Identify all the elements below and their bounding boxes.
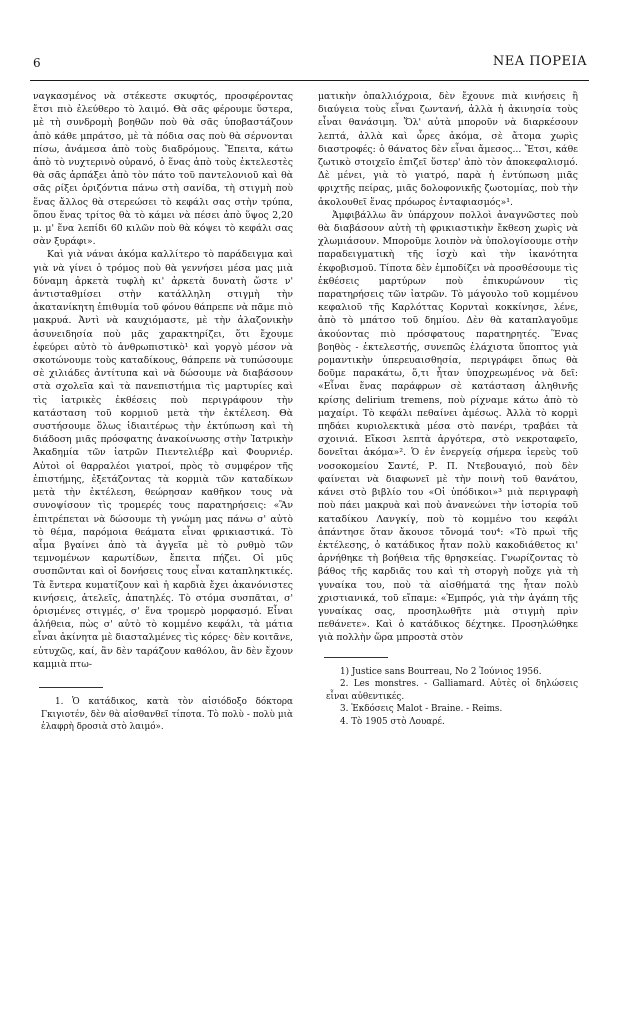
left-column xyxy=(33,90,293,734)
journal-title: ΝΕΑ ΠΟΡΕΙΑ xyxy=(492,54,587,69)
footnote-rule xyxy=(324,657,388,658)
footnote-rule xyxy=(39,687,103,688)
page-number: 6 xyxy=(33,56,41,70)
footnote: 2. Les monstres. - Galliamard. Αὐτὲς οἱ δηλώσεις εἶναι αὐθεντικές. xyxy=(326,679,578,702)
paragraph: Ἀμφιβάλλω ἂν ὑπάρχουν πολλοὶ ἀναγνῶστες ποὺ θὰ διαβάσουν αὐτὴ τὴ φρικιαστικὴν ἔκθεση χωρὶς νὰ χλωμιάσουν. Μποροῦμε λοιπὸν νὰ ὑπολογίσουμε στὴν παραδειγματικὴ τῆς ἰσχὺ καὶ τὴν ἱκανότητα ἐκφοβισμοῦ. Τίποτα δὲν ἐμποδίζει νὰ προσθέσουμε τὶς ἐκθέσεις μαρτύρων ποὺ ἐπικυρώνουν τὶς παρατηρήσεις τῶν ἰατρῶν. Τὸ μάγουλο τοῦ κομμένου κεφαλιοῦ τῆς Καρλόττας Κορνταὶ κοκκίνησε, λένε, ἀπὸ τὸ μπάτσο τοῦ δημίου. Δὲν θὰ καταπλαγοῦμε ἀκούοντας πιὸ πρόσφατους παρατηρητές. Ἕνας βοηθὸς - ἐκτελεστής, συνεπῶς ἐλάχιστα ὕποπτος γιὰ ρομαντικὴν ὑπερευαισθησία, περιγράφει ὅπως θὰ δοῦμε παρακάτω, ὅ,τι ἦταν ὑποχρεωμένος νὰ δεῖ: «Εἶναι ἕνας παράφρων σὲ κατάσταση ἀληθινῆς κρίσης delirium tremens, ποὺ ρίχναμε κάτω ἀπὸ τὸ μαχαίρι. Τὸ κεφάλι πεθαίνει ἀμέσως. Ἀλλὰ τὸ κορμὶ πηδάει κυριολεκτικὰ μέσα στὸ πανέρι, τραβάει τὰ σχοινιά. Εἴκοσι λεπτὰ ἀργότερα, στὸ νεκροταφεῖο, δονεῖται ἀκόμα»². Ὁ ἐν ἐνεργείᾳ σήμερα ἱερεὺς τοῦ νοσοκομείου Σαντέ, Ρ. Π. Ντεβουαγιό, ποὺ δὲν φαίνεται νὰ διαφωνεῖ μὲ τὴν ποινὴ τοῦ θανάτου, κάνει στὸ βιβλίο του «Οἱ ὑπόδικοι»³ μιὰ περιγραφὴ ποὺ πάει μακρυὰ καὶ ποὺ ἀνανεώνει τὴν ἱστορία τοῦ καταδίκου Λανγκίγ, ποὺ τὸ κομμένο του κεφάλι ἀπάντησε ὅταν ἄκουσε τὄνομά του⁴: «Τὸ πρωὶ τῆς ἐκτέλεσης, ὁ κατάδικος ἦταν πολὺ κακοδιάθετος κι' ἀρνήθηκε τὴ βοήθεια τῆς θρησκείας. Γνωρίζοντας τὸ βάθος τῆς καρδιᾶς του καὶ τὴ στοργὴ ποὔχε γιὰ τὴ γυναίκα του, ποὺ τὰ αἰσθήματά της ἦταν πολὺ χριστιανικά, τοῦ εἴπαμε: «Ἐμπρός, γιὰ τὴν ἀγάπη τῆς γυναίκας σας, προσηλωθῆτε μιὰ στιγμὴ πρὶν πεθάνετε». Καὶ ὁ κατάδικος δέχτηκε. Προσηλώθηκε γιὰ πολλὴν ὥρα μπροστὰ στὸν xyxy=(318,209,578,644)
header-rule xyxy=(30,80,589,81)
paragraph: ναγκασμένος νὰ στέκεστε σκυφτός, προσφέροντας ἔτσι πιὸ ἐλεύθερο τὸ λαιμό. Θὰ σᾶς φέρουμε ὕστερα, μὲ τὴ συνδρομὴ βοηθῶν ποὺ θὰ σᾶς ὑποβαστάζουν ἀπὸ κάθε μπράτσο, μὲ τὰ πόδια σας ποὺ θὰ σέρνονται πίσω, ἀνάμεσα ἀπὸ τοὺς διαδρόμους. Ἔπειτα, κάτω ἀπὸ τὸ νυχτερινὸ οὐρανό, ὁ ἕνας ἀπὸ τοὺς ἐκτελεστὲς θὰ σᾶς ἁρπάξει ἀπὸ τὸν πάτο τοῦ παντελονιοῦ καὶ θὰ σᾶς ρίξει ὁριζόντια πάνω στὴ σανίδα, τὴ στιγμὴ ποὺ ἕνας ἄλλος θὰ στερεώσει τὸ κεφάλι σας στὴν τρύπα, ὅπου ἕνας τρίτος θὰ τὸ κάμει νὰ πέσει ἀπὸ ὕψος 2,20 μ. μ' ἕνα λεπίδι 60 κιλῶν ποὺ θὰ κόψει τὸ κεφάλι σας σὰν ξυράφι». xyxy=(33,91,293,248)
footnote: 1. Ὁ κατάδικος, κατὰ τὸν αἰσιόδοξο δόκτορα Γκιγιοτέν, δὲν θὰ αἰσθανθεῖ τίποτα. Τὸ πολὺ - πολὺ μιὰ ἐλαφρὴ δροσιὰ στὸ λαιμό». xyxy=(41,696,293,733)
footnote: 4. Τὸ 1905 στὸ Λουαρέ. xyxy=(340,716,445,727)
paragraph: ματικὴν ὀπαλλιόχροια, δὲν ἔχουνε πιὰ κινήσεις ἢ διαύγεια τοὺς εἶναι ζωντανή, ἀλλὰ ἡ ἀκινησία τοὺς εἶναι θανάσιμη. Ὅλ' αὐτὰ μποροῦν νὰ διαρκέσουν λεπτά, ἀλλὰ καὶ ὧρες ἀκόμα, σὲ ἄτομα χωρὶς διαστροφές: ὁ θάνατος δὲν εἶναι ἄμεσος... Ἔτσι, κάθε ζωτικὸ στοιχεῖο ἐπιζεῖ ὕστερ' ἀπὸ τὸν ἀποκεφαλισμό. Δὲ μένει, γιὰ τὸ γιατρό, παρὰ ἡ ἐντύπωση μιᾶς φριχτῆς πείρας, μιᾶς δολοφονικῆς ζωοτομίας, ποὺ τὴν ἀκολουθεῖ ἕνας πρόωρος ἐνταφιασμός»¹. xyxy=(318,91,578,208)
paragraph: Καὶ γιὰ νάναι ἀκόμα καλλίτερο τὸ παράδειγμα καὶ γιὰ νὰ γίνει ὁ τρόμος ποὺ θὰ γεννήσει μέσα μας μιὰ δύναμη ἀρκετὰ τυφλὴ κι' ἀρκετὰ δυνατὴ ὥστε ν' ἀντισταθμίσει στὴν κατάλληλη στιγμὴ τὴν ἀκατανίκητη ἐπιθυμία τοῦ φόνου θάπρεπε νὰ πᾶμε πιὸ μακρυά. Ἀντὶ νὰ καυχιόμαστε, μὲ τὴν ἀλαζονικὴν ἀσυνειδησία ποὺ μᾶς χαρακτηρίζει, ὅτι ἔχουμε ἐφεύρει αὐτὸ τὸ ἀνθρωπιστικὸ¹ καὶ γοργὸ μέσον νὰ σκοτώνουμε τοὺς καταδίκους, θάπρεπε νὰ τυπώσουμε σὲ χιλιάδες ἀντίτυπα καὶ νὰ δώσουμε νὰ διαβάσουν στὰ σχολεῖα καὶ τὰ πανεπιστήμια τὶς μαρτυρίες καὶ τὶς ἰατρικὲς ἐκθέσεις ποὺ περιγράφουν τὴν κατάσταση τοῦ κορμιοῦ μετὰ τὴν ἐκτέλεση. Θὰ συστήσουμε ὅλως ἰδιαιτέρως τὴν ἐκτύπωση καὶ τὴ διάδοση μιᾶς πρόσφατης ἀνακοίνωσης στὴν Ἰατρικὴν Ἀκαδημία τῶν ἰατρῶν Πιεντελιέβρ καὶ Φουρνιέρ. Αὐτοὶ οἱ θαρραλέοι γιατροί, πρὸς τὸ συμφέρον τῆς ἐπιστήμης, ἐξετάζοντας τὰ κορμιὰ τῶν καταδίκων μετὰ τὴν ἐκτέλεση, θεώρησαν καθῆκον τους νὰ συνοψίσουν τὶς τρομερές τους παρατηρήσεις: «Ἂν ἐπιτρέπεται νὰ δώσουμε τὴ γνώμη μας πάνω σ' αὐτὸ τὸ θέμα, παρόμοια θεάματα εἶναι φρικιαστικά. Τὸ αἷμα βγαίνει ἀπὸ τὰ ἀγγεῖα μὲ τὸ ρυθμὸ τῶν τεμνομένων καρωτίδων, ἔπειτα πήζει. Οἱ μῦς συσπῶνται καὶ οἱ δονήσεις τους εἶναι καταπληκτικές. Τὰ ἔντερα κυματίζουν καὶ ἡ καρδιὰ ἔχει ἀκανόνιστες κινήσεις, ἀτελεῖς, ἀπατηλές. Τὸ στόμα συσπᾶται, σ' ὁρισμένες στιγμές, σ' ἕνα τρομερὸ μορφασμό. Εἶναι ἀλήθεια, πὼς σ' αὐτὸ τὸ κομμένο κεφάλι, τὰ μάτια εἶναι ἀκίνητα μὲ διασταλμένες τὶς κόρες· δὲν κοιτᾶνε, εὐτυχῶς, καί, ἂν δὲν ταράζουν καθόλου, ἂν δὲν ἔχουν καμμιὰ πτω- xyxy=(33,249,293,670)
right-column xyxy=(318,90,578,729)
footnote: 3. Ἐκδόσεις Malot - Braine. - Reims. xyxy=(340,704,503,715)
footnote: 1) Justice sans Bourreau, No 2 Ἰούνιος 1956. xyxy=(340,666,542,677)
